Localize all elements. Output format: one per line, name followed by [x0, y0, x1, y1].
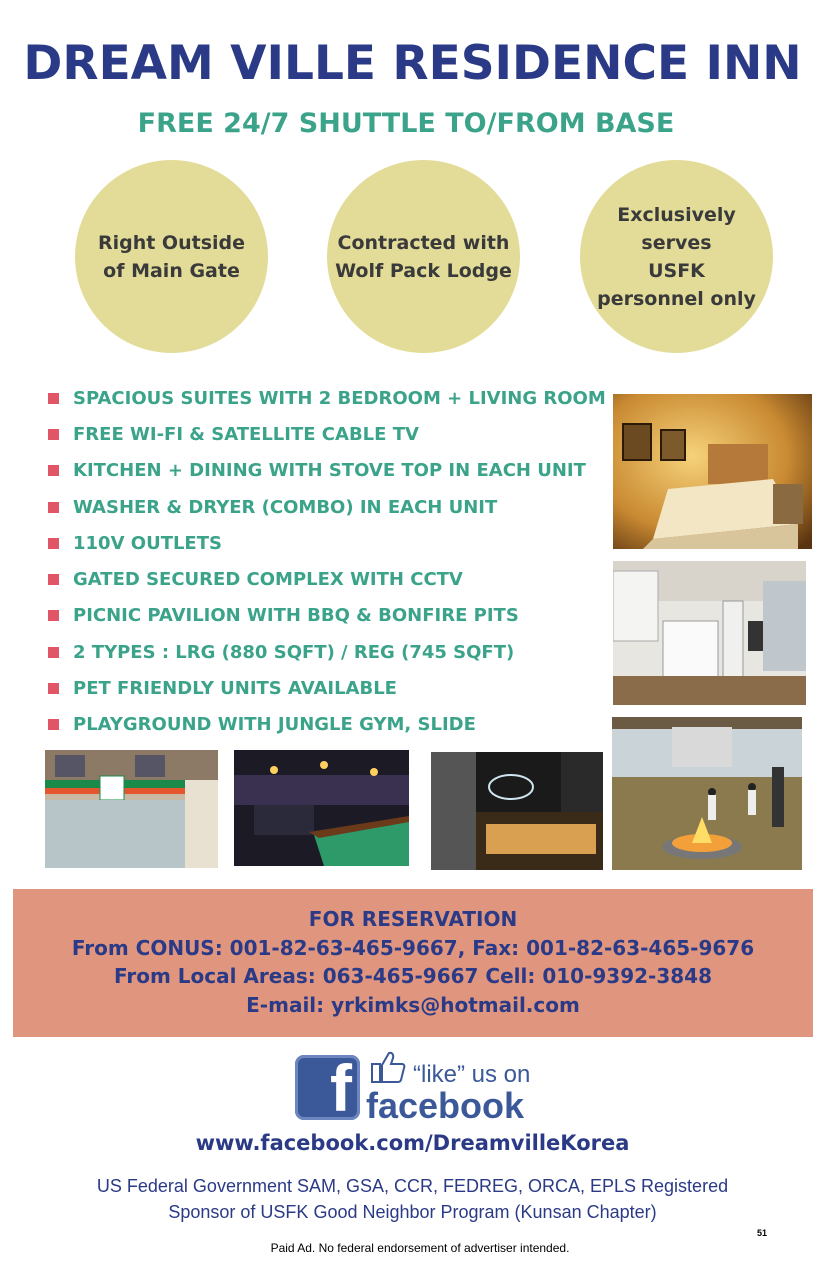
feature-text: WASHER & DRYER (COMBO) IN EACH UNIT: [73, 496, 498, 518]
list-item: [48, 453, 606, 489]
disclaimer-text: Paid Ad. No federal endorsement of advertiser intended.: [270, 1241, 570, 1255]
feature-text: FREE WI-FI & SATELLITE CABLE TV: [73, 423, 419, 445]
square-bullet-icon: [48, 502, 59, 513]
list-item: [48, 525, 606, 561]
facebook-logo-icon: [295, 1051, 360, 1125]
facebook-logo-letter: f: [330, 1051, 352, 1125]
feature-text: SPACIOUS SUITES WITH 2 BEDROOM + LIVING ROOM: [73, 387, 606, 409]
highlight-circle-location: [75, 160, 268, 353]
reservation-panel: [13, 889, 813, 1037]
restaurant-exterior-photo: [431, 752, 603, 870]
facebook-url-link[interactable]: www.facebook.com/DreamvilleKorea: [195, 1131, 630, 1155]
feature-text: 2 TYPES : LRG (880 SQFT) / REG (745 SQFT): [73, 641, 515, 663]
highlight-text: Exclusively serves USFK personnel only: [597, 203, 756, 310]
list-item: [48, 598, 606, 634]
feature-text: KITCHEN + DINING WITH STOVE TOP IN EACH UNIT: [73, 460, 586, 482]
square-bullet-icon: [48, 393, 59, 404]
convenience-store-photo: [45, 750, 218, 868]
shuttle-subtitle: FREE 24/7 SHUTTLE TO/FROM BASE: [137, 108, 675, 139]
feature-text: PLAYGROUND WITH JUNGLE GYM, SLIDE: [73, 714, 476, 736]
conus-phone: From CONUS: 001-82-63-465-9667, Fax: 001-82-63-465-9676: [71, 935, 755, 960]
page-title: DREAM VILLE RESIDENCE INN: [23, 36, 802, 91]
list-item: [48, 416, 606, 452]
list-item: [48, 707, 606, 743]
page-number: 51: [757, 1228, 768, 1238]
sponsor-text: Sponsor of USFK Good Neighbor Program (Kunsan Chapter): [168, 1202, 657, 1222]
registration-text: US Federal Government SAM, GSA, CCR, FEDREG, ORCA, EPLS Registered: [96, 1176, 729, 1196]
feature-text: 110V OUTLETS: [73, 532, 222, 554]
feature-list: [48, 380, 606, 743]
kitchen-photo: [613, 561, 806, 705]
square-bullet-icon: [48, 683, 59, 694]
list-item: [48, 670, 606, 706]
reservation-email: E-mail: yrkimks@hotmail.com: [246, 992, 580, 1017]
like-us-text: “like” us on: [413, 1061, 531, 1088]
square-bullet-icon: [48, 574, 59, 585]
list-item: [48, 634, 606, 670]
feature-text: PICNIC PAVILION WITH BBQ & BONFIRE PITS: [73, 605, 519, 627]
square-bullet-icon: [48, 610, 59, 621]
list-item: [48, 380, 606, 416]
square-bullet-icon: [48, 429, 59, 440]
highlight-circle-contract: [327, 160, 520, 353]
reservation-heading: FOR RESERVATION: [308, 907, 518, 931]
billiards-bar-photo: [234, 750, 409, 866]
facebook-wordmark: facebook: [366, 1085, 525, 1126]
bonfire-pavilion-photo: [612, 717, 802, 870]
list-item: [48, 489, 606, 525]
square-bullet-icon: [48, 719, 59, 730]
highlight-text: Right Outside of Main Gate: [97, 231, 246, 282]
list-item: [48, 561, 606, 597]
square-bullet-icon: [48, 538, 59, 549]
local-phone: From Local Areas: 063-465-9667 Cell: 010-9392-3848: [113, 964, 713, 988]
bedroom-photo: [613, 394, 812, 549]
feature-text: GATED SECURED COMPLEX WITH CCTV: [73, 569, 463, 591]
highlight-text: Contracted with Wolf Pack Lodge: [335, 231, 512, 282]
square-bullet-icon: [48, 465, 59, 476]
highlight-circle-exclusive: [580, 160, 773, 353]
feature-text: PET FRIENDLY UNITS AVAILABLE: [73, 678, 397, 700]
square-bullet-icon: [48, 647, 59, 658]
thumbs-up-icon: [370, 1049, 406, 1090]
